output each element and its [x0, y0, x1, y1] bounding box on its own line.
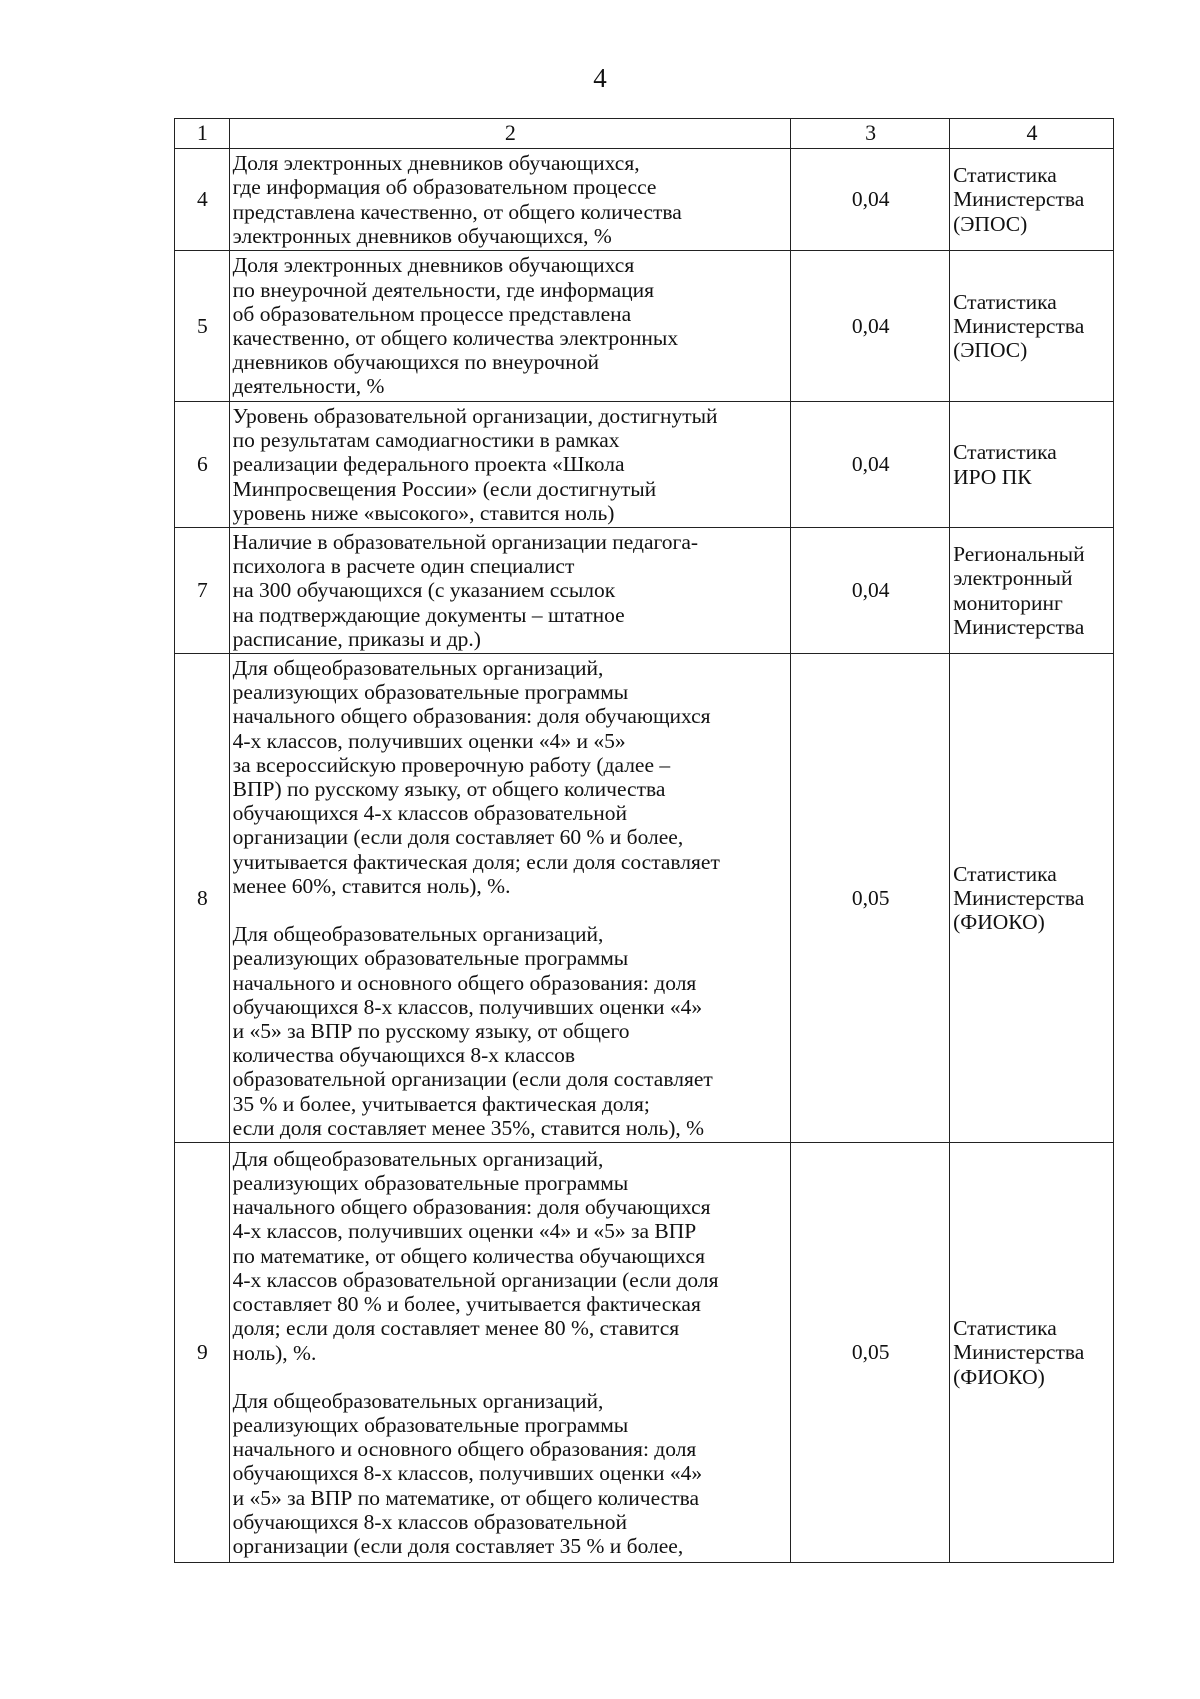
row-source [950, 149, 1114, 251]
row-description [229, 1143, 791, 1563]
row-description [229, 528, 791, 654]
row-weight: 0,05 [791, 654, 950, 1143]
header-cell-4: 4 [950, 119, 1114, 149]
table-row [175, 251, 1114, 402]
row-number: 4 [175, 149, 230, 251]
row-description [229, 251, 791, 402]
header-cell-3: 3 [791, 119, 950, 149]
row-source [950, 402, 1114, 528]
row-source [950, 251, 1114, 402]
row-number: 7 [175, 528, 230, 654]
table-row [175, 528, 1114, 654]
table-row [175, 402, 1114, 528]
row-description [229, 402, 791, 528]
paragraph-spacer [233, 898, 789, 922]
source-text: Статистика Министерства (ЭПОС) [953, 163, 1085, 236]
source-text: Статистика ИРО ПК [953, 440, 1057, 489]
row-number: 6 [175, 402, 230, 528]
row-number: 8 [175, 654, 230, 1143]
row-weight: 0,04 [791, 149, 950, 251]
description-paragraph: Доля электронных дневников обучающихся по внеурочной деятельности, где информация об образовательном процессе представлена качественно, от общего количества электронных дневников обучающихся по внеурочной деятельности, % [232, 253, 679, 399]
table-row [175, 1143, 1114, 1563]
header-cell-2: 2 [229, 119, 791, 149]
row-number: 5 [175, 251, 230, 402]
row-source [950, 528, 1114, 654]
description-paragraph: Для общеобразовательных организаций, реализующих образовательные программы начального общего образования: доля обучающихся 4-х классов, получивших оценки «4» и «5» за всероссийскую проверочную работу (далее – ВПР) по русскому языку, от общего количества обучающихся 4-х классов образовательной организации (если доля составляет 60 % и более, учитывается фактическая доля; если доля составляет менее 60%, ставится ноль), %. [232, 656, 720, 898]
paragraph-spacer [233, 1365, 789, 1389]
row-weight: 0,05 [791, 1143, 950, 1563]
source-text: Статистика Министерства (ЭПОС) [953, 289, 1085, 363]
row-source [950, 654, 1114, 1143]
header-cell-1: 1 [175, 119, 230, 149]
description-paragraph: Для общеобразовательных организаций, реализующих образовательные программы начального и основного общего образования: доля обучающихся 8-х классов, получивших оценки «4» и «5» за ВПР по математике, от общего количества обучающихся 8-х классов образовательной организации (если доля составляет 35 % и более, [232, 1388, 703, 1558]
table-row [175, 149, 1114, 251]
row-description [229, 149, 791, 251]
source-text: Статистика Министерства (ФИОКО) [953, 1316, 1085, 1389]
description-paragraph: Для общеобразовательных организаций, реализующих образовательные программы начального общего образования: доля обучающихся 4-х классов, получивших оценки «4» и «5» за ВПР по математике, от общего количества обучающихся 4-х классов образовательной организации (если доля составляет 80 % и более, учитывается фактическая доля; если доля составляет менее 80 %, ставится ноль), %. [232, 1146, 719, 1365]
description-paragraph: Уровень образовательной организации, достигнутый по результатам самодиагностики в рамках реализации федерального проекта «Школа Минпросвещения России» (если достигнутый уровень ниже «высокого», ставится ноль) [232, 403, 718, 525]
row-weight: 0,04 [791, 251, 950, 402]
row-weight: 0,04 [791, 528, 950, 654]
description-paragraph: Доля электронных дневников обучающихся, где информация об образовательном процессе представлена качественно, от общего количества электронных дневников обучающихся, % [232, 151, 682, 248]
row-description [229, 654, 791, 1143]
description-paragraph: Наличие в образовательной организации педагога- психолога в расчете один специалист на 300 обучающихся (с указанием ссылок на подтверждающие документы – штатное расписание, приказы и др.) [232, 529, 699, 651]
table-row [175, 654, 1114, 1143]
page-number: 4 [593, 63, 607, 93]
table-header-row [175, 119, 1114, 149]
criteria-table [174, 118, 1114, 1563]
source-text: Региональный электронный мониторинг Министерства [953, 542, 1085, 639]
row-weight: 0,04 [791, 402, 950, 528]
source-text: Статистика Министерства (ФИОКО) [953, 861, 1085, 935]
row-source [950, 1143, 1114, 1563]
row-number: 9 [175, 1143, 230, 1563]
description-paragraph: Для общеобразовательных организаций, реализующих образовательные программы начального и основного общего образования: доля обучающихся 8-х классов, получивших оценки «4» и «5» за ВПР по русскому языку, от общего количества обучающихся 8-х классов образовательной организации (если доля составляет 35 % и более, учитывается фактическая доля; если доля составляет менее 35%, ставится ноль), % [232, 922, 713, 1140]
